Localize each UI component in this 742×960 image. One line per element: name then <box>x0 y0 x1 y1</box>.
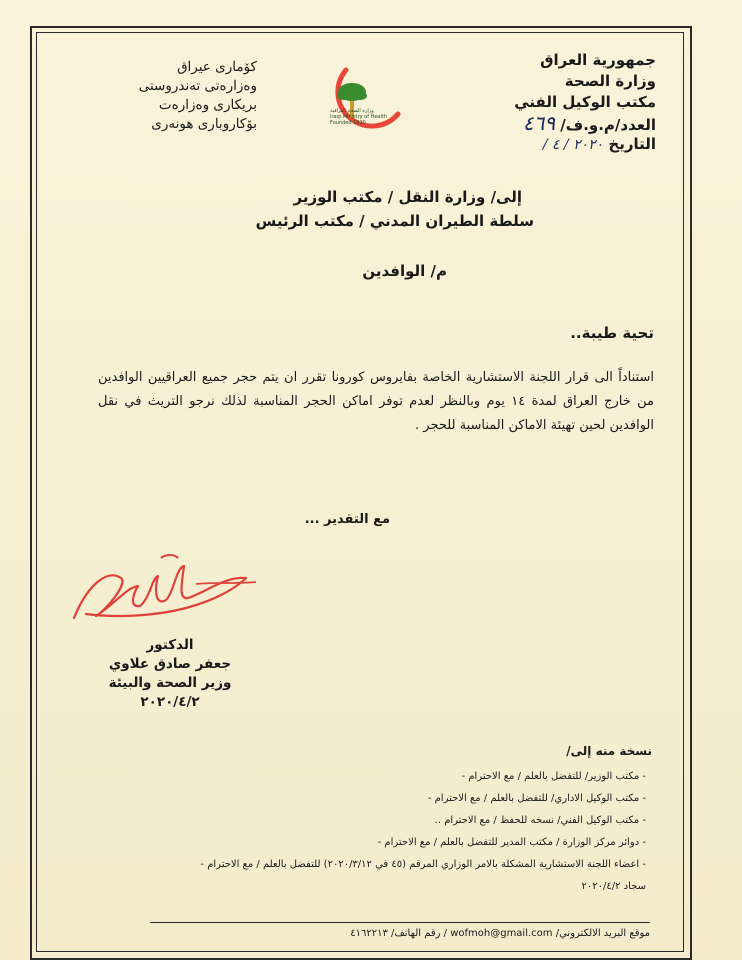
signatory-date: ٢٠٢٠/٤/٢ <box>140 694 200 710</box>
date-value: ٢٠٢٠ / ٤ / <box>542 137 604 153</box>
kurdish-office: بۆكاروبارى هونەرى <box>151 116 257 132</box>
copy-item: - مكتب الوزير/ للتفضل بالعلم / مع الاحترام - <box>461 771 646 782</box>
logo-founded: Founded 1920 <box>330 120 366 126</box>
recipient-line-2: سلطة الطيران المدني / مكتب الرئيس <box>255 212 534 230</box>
email-label: موقع البريد الالكتروني/ <box>555 928 650 939</box>
phone-number: ٤١٦٢٢١٣ <box>350 928 388 939</box>
logo-caption <box>330 108 387 126</box>
signatory-position: وزير الصحة والبيئة <box>108 675 232 691</box>
date-line <box>426 134 656 156</box>
logo-name-ar: وزارة الصحة العراقية <box>330 108 374 114</box>
letterhead-arabic <box>426 50 656 156</box>
copy-item: - مكتب الوكيل الفني/ نسخه للحفظ / مع الاحترام .. <box>434 815 646 826</box>
copy-item: - اعضاء اللجنة الاستشارية المشكلة بالامر الوزاري المرقم (٤٥ في ٢٠٢٠/٣/١٢) للتفضل بالعلم / مع الاحترام - <box>200 859 646 870</box>
signatory-block <box>100 636 240 712</box>
closing-regards: مع التقدير ... <box>304 512 390 527</box>
kurdish-country: كۆمارى عيراق <box>177 59 257 75</box>
recipient-line-1: إلى/ وزارة النقل / مكتب الوزير <box>293 188 522 206</box>
copies-list <box>126 766 646 898</box>
copy-item: - مكتب الوكيل الاداري/ للتفضل بالعلم / مع الاحترام - <box>427 793 646 804</box>
reference-label: العدد/م.و.ف/ <box>560 116 656 134</box>
letterhead-kurdish <box>52 58 257 134</box>
ministry-name: وزارة الصحة <box>564 72 656 90</box>
letter-body: استناداً الى قرار اللجنة الاستشارية الخاصة بفايروس كورونا تقرر ان يتم حجر جميع العراقيين الوافدين من خارج العراق لمدة ١٤ يوم وبالنظر لعدم توفر اماكن الحجر المناسبة لذلك نرجو التريث في نقل الوافدين لحين تهيئة الاماكن المناسبة للحجر . <box>98 370 654 433</box>
country-name: جمهورية العراق <box>540 51 656 69</box>
kurdish-ministry: وەزارەتى تەندروستى <box>138 78 257 94</box>
phone-label: / رقم الهاتف/ <box>391 928 448 939</box>
signatory-title: الدكتور <box>146 637 194 653</box>
footer <box>90 928 650 939</box>
kurdish-deputy: بريكارى وەزارەت <box>158 97 257 113</box>
email-address: wofmoh@gmail.com <box>450 928 553 939</box>
copy-item: سجاد ٢٠٢٠/٤/٢ <box>581 881 646 892</box>
office-name: مكتب الوكيل الفني <box>514 93 656 111</box>
greeting: تحية طيبة.. <box>570 324 654 342</box>
handwritten-signature <box>66 548 266 638</box>
logo-name-en: Iraqi Ministry of Health <box>330 114 388 120</box>
date-label: التاريخ <box>608 135 656 153</box>
reference-number: ٤٦٩ <box>522 111 556 135</box>
copy-item: - دوائر مركز الوزارة / مكتب المدير للتفضل بالعلم / مع الاحترام - <box>377 837 646 848</box>
signatory-name: جعفر صادق علاوي <box>108 656 232 672</box>
reference-line <box>426 113 656 134</box>
copies-title: نسخة منه إلى/ <box>566 744 652 758</box>
subject: م/ الوافدين <box>362 262 447 280</box>
footer-divider <box>150 922 650 923</box>
